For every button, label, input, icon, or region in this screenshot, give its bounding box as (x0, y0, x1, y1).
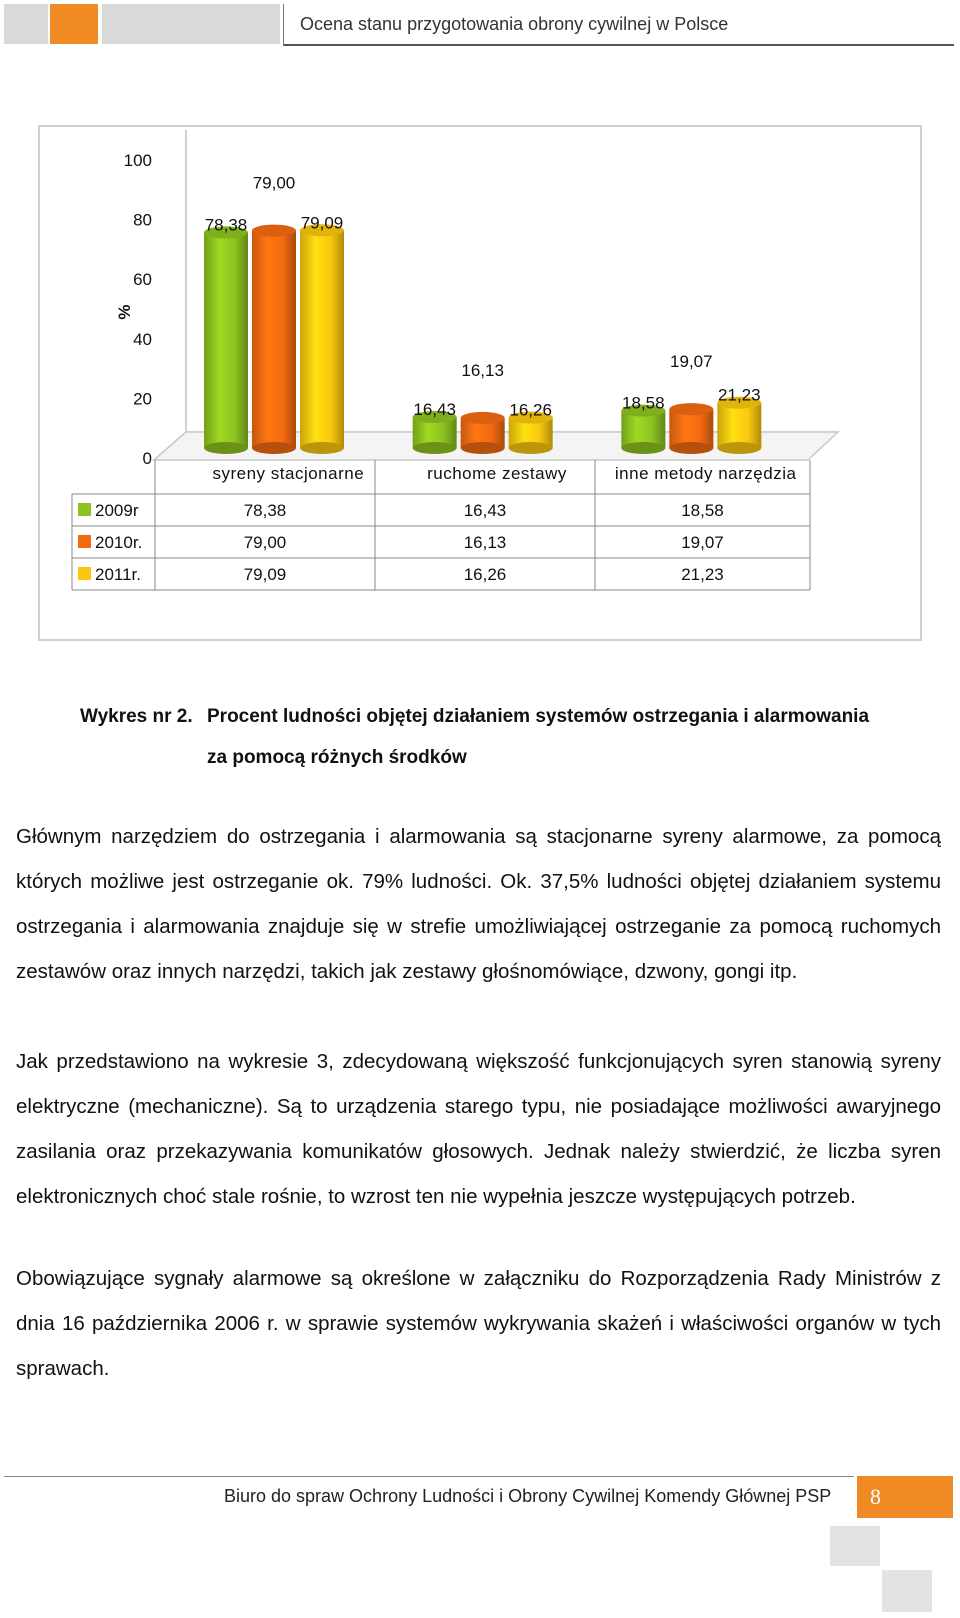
body-paragraph: Jak przedstawiono na wykresie 3, zdecydowaną większość funkcjonujących syren stanowią syreny elektryczne (mechaniczne). Są to urządzenia starego typu, nie posiadające możliwości awaryjnego zasilania oraz przekazywania komunikatów głosowych. Jednak należy stwierdzić, że liczba syren elektronicznych choć stale rośnie, to wzrost ten nie wypełnia jeszcze występujących potrzeb. (16, 1050, 941, 1208)
legend-series-name: 2010r. (95, 533, 143, 552)
caption-text-line1: Procent ludności objętej działaniem systemów ostrzegania i alarmowania (207, 706, 870, 727)
bar-chart (0, 0, 960, 650)
page-header-title: Ocena stanu przygotowania obrony cywilnej w Polsce (300, 14, 729, 34)
bar-base (669, 442, 713, 454)
x-category-label: ruchome zestawy (427, 464, 567, 483)
bar-body (300, 230, 344, 448)
y-axis-label: % (115, 304, 134, 320)
bar-data-label: 19,07 (670, 352, 713, 372)
y-tick-label: 0 (142, 449, 152, 468)
bar-base (621, 442, 665, 454)
table-cell-value: 21,23 (681, 565, 724, 584)
table-cell-value: 16,26 (463, 565, 507, 584)
x-category-label: inne metody narzędzia (614, 464, 797, 483)
bar-data-label: 18,58 (622, 393, 665, 413)
y-tick-label: 40 (133, 329, 152, 349)
bar-data-label: 16,13 (461, 360, 504, 380)
bar (717, 397, 761, 454)
bar-base (413, 442, 457, 454)
y-tick-label: 60 (133, 270, 152, 290)
bar-top (252, 225, 296, 237)
legend-series-name: 2009r (95, 501, 139, 520)
legend-swatch (78, 503, 91, 516)
bar-top (669, 403, 713, 415)
bar-top (461, 412, 505, 424)
legend-swatch (78, 535, 91, 548)
bar-data-label: 79,09 (300, 213, 344, 233)
bar-data-label: 79,00 (252, 173, 296, 193)
caption-label: Wykres nr 2. (80, 706, 193, 727)
table-cell-value: 16,43 (463, 501, 507, 520)
bar-base (300, 442, 344, 454)
y-tick-label: 80 (133, 210, 152, 230)
table-cell-value: 78,38 (243, 501, 287, 520)
footer-rule (4, 1476, 854, 1477)
bar-data-label: 78,38 (204, 215, 248, 235)
table-cell-value: 19,07 (681, 533, 724, 552)
legend-series-name: 2011r. (95, 565, 142, 584)
page-number: 8 (857, 1476, 953, 1518)
bar-base (717, 442, 761, 454)
table-cell-value: 79,09 (243, 565, 287, 584)
table-cell-value: 18,58 (681, 501, 724, 520)
bar-base (509, 442, 553, 454)
body-paragraph: Obowiązujące sygnały alarmowe są określone w załączniku do Rozporządzenia Rady Ministrów z dnia 16 października 2006 r. w sprawie systemów wykrywania skażeń i właściwości organów w tych sprawach. (16, 1267, 941, 1380)
bar (669, 403, 713, 454)
bar-base (252, 442, 296, 454)
bar-data-label: 16,26 (509, 400, 552, 420)
bar-body (204, 232, 248, 448)
y-tick-label: 100 (123, 151, 152, 170)
bar-body (252, 231, 296, 448)
table-cell-value: 79,00 (243, 533, 287, 552)
x-category-label: syreny stacjonarne (212, 464, 365, 483)
footer-decor-gray-1 (830, 1526, 880, 1566)
bar (300, 224, 344, 454)
footer-decor-gray-2 (882, 1570, 932, 1612)
bar (252, 225, 296, 454)
legend-swatch (78, 567, 91, 580)
chart-back-wall-left (154, 130, 186, 460)
bar (461, 412, 505, 454)
y-tick-label: 20 (133, 389, 152, 409)
figure-caption (80, 696, 920, 778)
bar-body (717, 403, 761, 448)
bar-data-label: 21,23 (718, 385, 761, 405)
bar-base (204, 442, 248, 454)
caption-text-line2: za pomocą różnych środków (207, 747, 467, 768)
bar (204, 226, 248, 454)
bar-data-label: 16,43 (413, 400, 456, 420)
table-cell-value: 16,13 (463, 533, 507, 552)
footer-text: Biuro do spraw Ochrony Ludności i Obrony Cywilnej Komendy Głównej PSP (224, 1486, 832, 1506)
bar-base (461, 442, 505, 454)
body-paragraph: Głównym narzędziem do ostrzegania i alarmowania są stacjonarne syreny alarmowe, za pomocą których możliwe jest ostrzeganie ok. 79% ludności. Ok. 37,5% ludności objętej działaniem systemu ostrzegania i alarmowania znajduje się w strefie umożliwiającej ostrzeganie za pomocą ruchomych zestawów oraz innych narzędzi, takich jak zestawy głośnomówiące, dzwony, gongi itp. (16, 825, 941, 983)
